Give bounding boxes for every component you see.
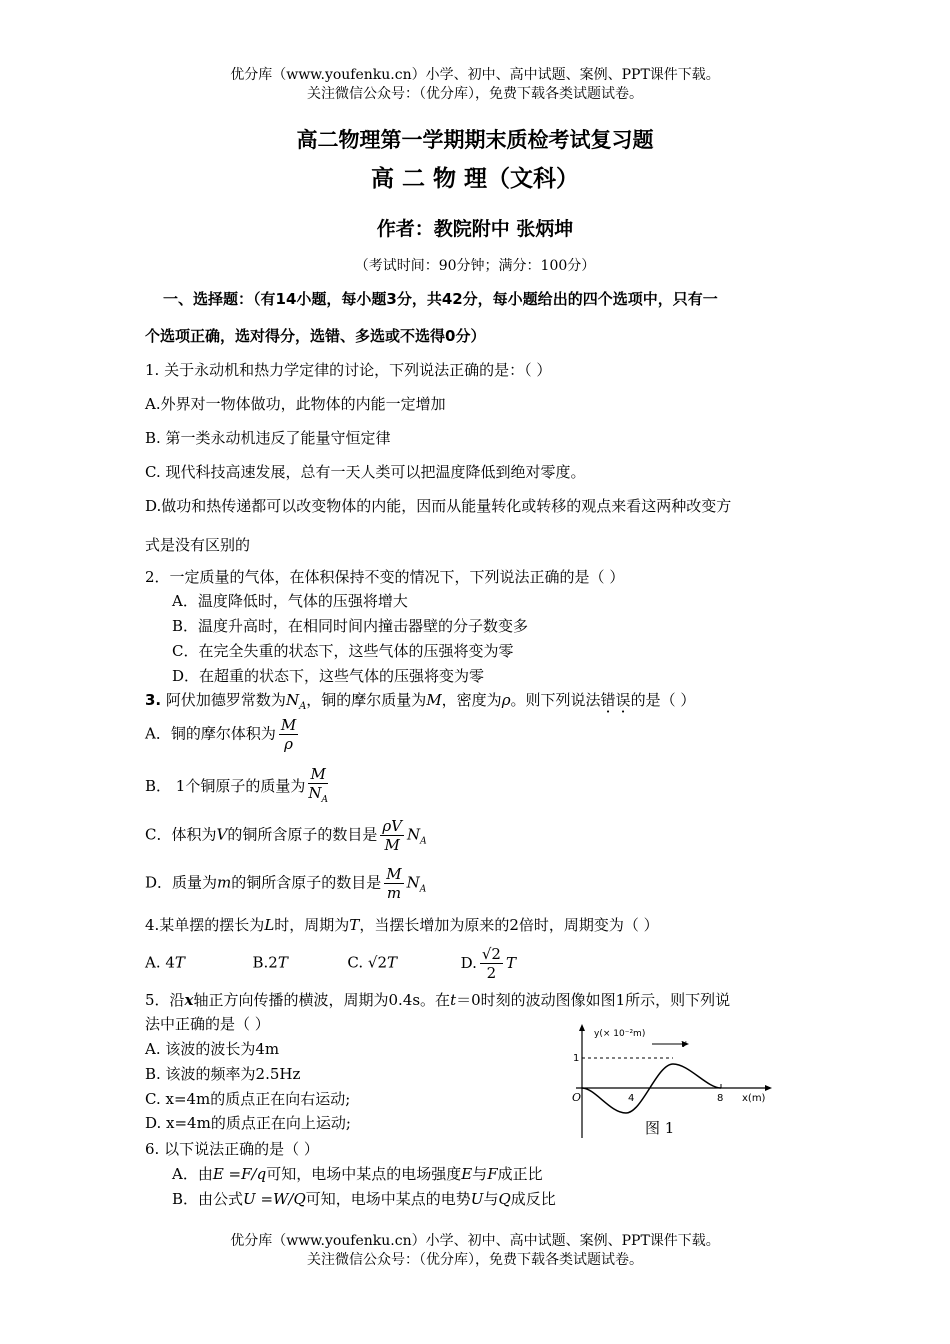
q3-option-c: C．体积为V的铜所含原子的数目是 $\frac{\rho V}{M}$ $N_A$	[145, 817, 427, 854]
emphasis-mark: 误	[615, 691, 631, 709]
q1-option-b: B. 第一类永动机违反了能量守恒定律	[145, 429, 391, 447]
sub-title: 高 二 物 理（文科）	[370, 166, 580, 192]
q1-option-d-line-1: D.做功和热传递都可以改变物体的内能，因而从能量转化或转移的观点来看这两种改变方	[145, 497, 732, 515]
q5-option-a: A. 该波的波长为4m	[145, 1040, 280, 1058]
q2-option-a: A．温度降低时，气体的压强将增大	[172, 592, 408, 610]
q4-option-c: C. √2T	[347, 953, 398, 972]
y-axis-label: y(× 10⁻²m)	[594, 1029, 646, 1039]
footer-line-2: 关注微信公众号：（优分库），免费下载各类试题试卷。	[307, 1252, 643, 1268]
q4-options	[145, 945, 516, 982]
q1-stem: 1. 关于永动机和热力学定律的讨论，下列说法正确的是：（ ）	[145, 361, 552, 379]
header-line-2: 关注微信公众号：（优分库），免费下载各类试题试卷。	[307, 86, 643, 102]
q5-stem: 5．沿x轴正方向传播的横波，周期为0.4s。在t＝0时刻的波动图像如图1所示，则下列说	[145, 991, 731, 1009]
origin-label: O	[572, 1091, 582, 1104]
q4-option-b: B.2T	[252, 953, 288, 972]
q4-option-d: D. $\frac{√2}{2}$ T	[460, 945, 516, 982]
q2-stem: 2．一定质量的气体，在体积保持不变的情况下，下列说法正确的是（ ）	[145, 568, 625, 586]
q1-option-d-line-2: 式是没有区别的	[145, 536, 251, 554]
fraction: $\frac{√2}{2}$	[481, 945, 501, 982]
y-tick-1: 1	[573, 1053, 580, 1064]
main-title: 高二物理第一学期期末质检考试复习题	[296, 128, 654, 152]
fraction: $\frac{\rho V}{M}$	[382, 817, 402, 854]
q3-option-a: A．铜的摩尔体积为 $\frac{M}{\rho}$	[145, 716, 297, 753]
x-tick-8: 8	[717, 1093, 724, 1104]
q3-option-b: B． 1个铜原子的质量为 $\frac{M}{N_A}$	[145, 765, 331, 809]
q5-option-b: B. 该波的频率为2.5Hz	[145, 1065, 301, 1083]
q2-option-b: B．温度升高时，在相同时间内撞击器壁的分子数变多	[172, 617, 529, 635]
fraction: $\frac{M}{m}$	[386, 865, 402, 902]
y-axis-arrow	[579, 1024, 585, 1031]
fraction: $\frac{M}{\rho}$	[280, 716, 297, 753]
q1-option-a: A.外界对一物体做功，此物体的内能一定增加	[145, 395, 446, 413]
figure-caption: 图 1	[645, 1119, 675, 1137]
velocity-label: v	[681, 1039, 687, 1050]
emphasis-mark: 错	[600, 691, 616, 709]
author-line: 作者：教院附中 张炳坤	[376, 218, 574, 240]
q5-option-d: D. x=4m的质点正在向上运动;	[145, 1114, 351, 1132]
q2-option-d: D．在超重的状态下，这些气体的压强将变为零	[172, 667, 485, 685]
x-axis-arrow	[765, 1085, 772, 1091]
fraction: $\frac{M}{N_A}$	[308, 765, 328, 805]
q4-stem: 4.某单摆的摆长为L时，周期为T，当摆长增加为原来的2倍时，周期变为（ ）	[145, 916, 659, 934]
q3-stem: 3. 阿伏加德罗常数为$N_A$，铜的摩尔质量为M，密度为ρ。则下列说法错误的是（ ）	[145, 691, 696, 712]
q2-option-c: C．在完全失重的状态下，这些气体的压强将变为零	[172, 642, 514, 660]
x-tick-4: 4	[628, 1093, 635, 1104]
q6-stem: 6. 以下说法正确的是（ ）	[145, 1140, 319, 1158]
header-line-1: 优分库（www.youfenku.cn）小学、初中、高中试题、案例、PPT课件下载。	[230, 67, 720, 83]
q6-option-b: B．由公式U =W/Q可知，电场中某点的电势U与Q成反比	[172, 1190, 556, 1208]
footer-line-1: 优分库（www.youfenku.cn）小学、初中、高中试题、案例、PPT课件下载。	[230, 1233, 720, 1249]
q1-option-c: C. 现代科技高速发展，总有一天人类可以把温度降低到绝对零度。	[145, 463, 586, 481]
q3-option-d: D．质量为m的铜所含原子的数目是 $\frac{M}{m}$ $N_A$	[145, 865, 427, 902]
q5-stem-line-2: 法中正确的是（ ）	[145, 1015, 270, 1033]
exam-info: （考试时间：90分钟；满分：100分）	[354, 258, 596, 274]
q5-option-c: C. x=4m的质点正在向右运动;	[145, 1090, 351, 1108]
q6-option-a: A．由E =F/q可知，电场中某点的电场强度E与F成正比	[172, 1165, 543, 1183]
section-heading-line-2: 个选项正确，选对得分，选错、多选或不选得0分）	[145, 327, 486, 345]
x-axis-label: x(m)	[742, 1093, 766, 1104]
q4-option-a: A. 4T	[145, 953, 185, 972]
section-heading-line-1: 一、选择题：（有14小题，每小题3分，共42分，每小题给出的四个选项中，只有一	[163, 290, 718, 308]
